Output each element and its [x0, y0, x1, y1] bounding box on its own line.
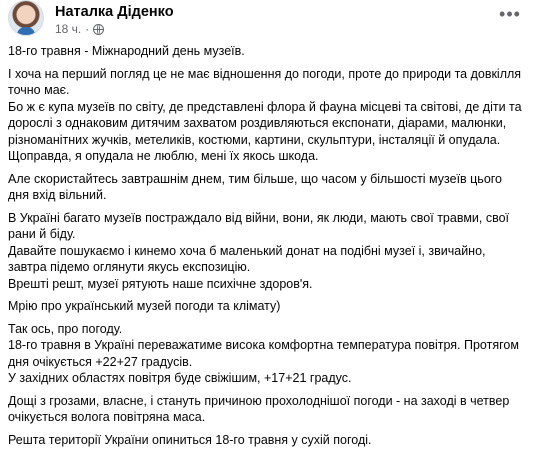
paragraph: Дощі з грозами, власне, і стануть причиною прохолоднішої погоди - на заході в четвер очікується волога повітряна маса. [8, 393, 510, 424]
paragraph: В Україні багато музеїв постраждало від війни, вони, як люди, мають свої травми, свої рани й біду. Давайте пошукаємо і кинемо хоча б маленький донат на подібні музеї і, звичайно, завтра підемо оглянути якусь експозицію. Врешті решт, музеї рятують наше психічне здоров'я. [8, 210, 510, 291]
globe-icon[interactable] [93, 24, 104, 35]
separator-dot: · [85, 22, 90, 36]
more-options-icon[interactable]: ••• [499, 4, 521, 24]
paragraph: Так ось, про погоду. 18-го травня в Україні переважатиме висока комфортна температура повітря. Протягом дня очікується +22+27 градусів. У західних областях повітря буде свіжішим, +17+21 градус. [8, 321, 519, 385]
paragraph: Решта території України опиниться 18-го травня у сухій погоді. [8, 432, 372, 447]
avatar[interactable] [8, 0, 44, 36]
post-text [8, 43, 524, 454]
author-name[interactable]: Наталка Діденко [55, 4, 174, 20]
paragraph: 18-го травня - Міжнародний день музеїв. [8, 44, 245, 58]
paragraph: І хоча на перший погляд це не має відношення до погоди, проте до природи та довкілля точно має. Бо ж є купа музеїв по світу, де представлені флора й фауна місцеві та світові, де діти та дорослі з однаковим дитячим захватом роздивляються експонати, діарами, малюнки, різноманітних жучків, метеликів, костюми, картини, скульптури, інсталяції й опудала. Щоправда, я опудала не люблю, мені їх якось шкода. [8, 66, 522, 163]
avatar-figure [17, 27, 35, 36]
paragraph: Мрію про український музей погоди та клімату) [8, 299, 281, 313]
post-time[interactable]: 18 ч. [55, 22, 82, 36]
post-header [8, 0, 534, 40]
post-meta [55, 22, 104, 36]
paragraph: Але скористайтесь завтрашнім днем, тим більше, що часом у більшості музеїв цього дня вхід вільний. [8, 171, 503, 202]
